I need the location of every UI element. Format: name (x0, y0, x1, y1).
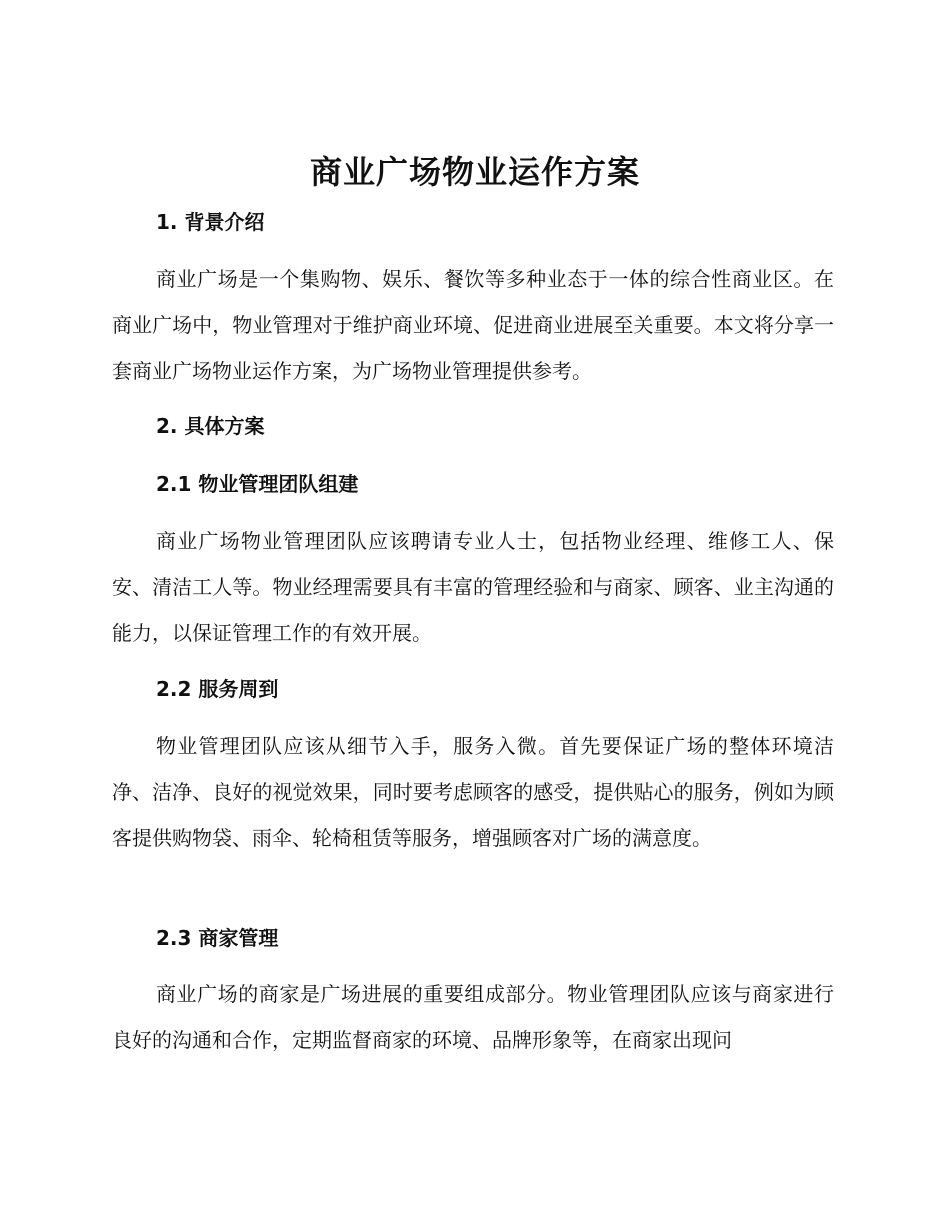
paragraph-team: 商业广场物业管理团队应该聘请专业人士，包括物业经理、维修工人、保安、清洁工人等。物业经理需要具有丰富的管理经验和与商家、顾客、业主沟通的能力，以保证管理工作的有效开展。 (112, 529, 834, 645)
section-heading-merchants: 2.3 商家管理 (156, 926, 279, 950)
section-heading-plan: 2. 具体方案 (156, 414, 265, 438)
paragraph-service: 物业管理团队应该从细节入手，服务入微。首先要保证广场的整体环境洁净、洁净、良好的视觉效果，同时要考虑顾客的感受，提供贴心的服务，例如为顾客提供购物袋、雨伞、轮椅租赁等服务，增强顾客对广场的满意度。 (112, 734, 834, 850)
paragraph-merchants: 商业广场的商家是广场进展的重要组成部分。物业管理团队应该与商家进行良好的沟通和合作，定期监督商家的环境、品牌形象等，在商家出现问 (112, 982, 834, 1052)
section-heading-team: 2.1 物业管理团队组建 (156, 472, 359, 496)
section-heading-background: 1. 背景介绍 (156, 210, 265, 234)
section-heading-service: 2.2 服务周到 (156, 677, 279, 701)
page-title: 商业广场物业运作方案 (309, 153, 640, 191)
paragraph-background: 商业广场是一个集购物、娱乐、餐饮等多种业态于一体的综合性商业区。在商业广场中，物业管理对于维护商业环境、促进商业进展至关重要。本文将分享一套商业广场物业运作方案，为广场物业管理提供参考。 (112, 267, 834, 383)
